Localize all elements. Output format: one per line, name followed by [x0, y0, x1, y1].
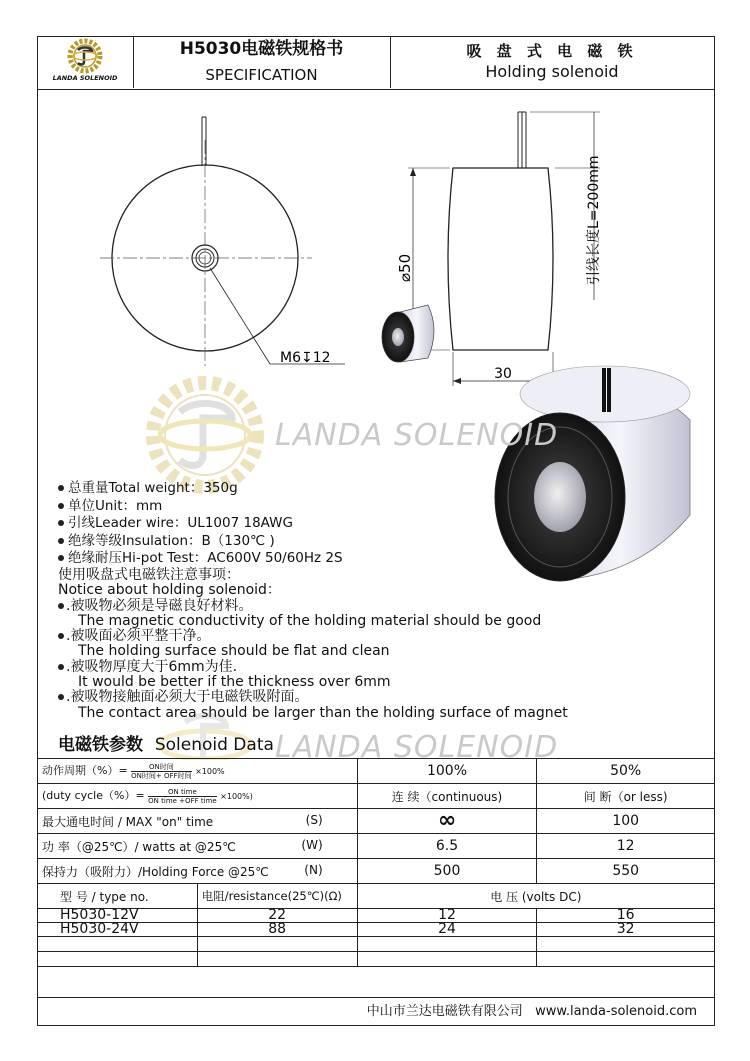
spec-item: 引线Leader wire：UL1007 18AWG	[58, 515, 343, 533]
col2-sub: 间 断（or less)	[537, 784, 715, 809]
spec-list	[58, 480, 343, 568]
title-en: SPECIFICATION	[133, 62, 391, 88]
note-en: The contact area should be larger than the holding surface of magnet	[78, 704, 568, 721]
notes	[58, 568, 658, 721]
table-row: H5030-12V 22 12 16	[38, 909, 715, 923]
note-cn: .被吸面必须平整干净。	[58, 629, 658, 644]
section-title: 电磁铁参数 Solenoid Data	[58, 735, 274, 755]
table-row: H5030-24V 88 24 32	[38, 923, 715, 937]
note-en: It would be better if the thickness over 6mm	[78, 674, 391, 691]
table-row: 功 率（@25℃）/ watts at @25℃ (W) 6.5 12	[38, 834, 715, 859]
note-cn: .被吸物厚度大于6mm为佳.	[58, 660, 658, 675]
spec-item: 总重量Total weight：350g	[58, 480, 343, 498]
table-row-blank	[38, 952, 715, 967]
watermark-text: LANDA SOLENOID	[275, 418, 559, 453]
solenoid-data-table	[37, 758, 715, 967]
watermark-logo	[153, 383, 257, 487]
company-name: 中山市兰达电磁铁有限公司	[366, 1004, 523, 1019]
notes-heading-cn: 使用吸盘式电磁铁注意事项：	[58, 567, 240, 583]
col1-sub: 连 续（continuous)	[357, 784, 537, 809]
length-label: 30	[494, 366, 512, 382]
type-header: 型 号 / type no.	[38, 884, 198, 909]
watermark-text-2: LANDA SOLENOID	[275, 730, 559, 765]
note-en: The magnetic conductivity of the holding material should be good	[78, 612, 542, 629]
table-row: 最大通电时间 / MAX "on" time (S) ∞ 100	[38, 809, 715, 834]
table-row: 保持力（吸附力）/Holding Force @25℃ (N) 500 550	[38, 859, 715, 884]
duty-row-2	[38, 784, 715, 809]
wire-length-label: 引线长度L=200mm	[586, 155, 602, 285]
col1-top: 100%	[357, 759, 537, 784]
spec-item: 绝缘等级Insulation：B（130℃ )	[58, 533, 343, 551]
model-header-row	[38, 884, 715, 909]
thread-label: M6↧12	[280, 350, 331, 366]
logo-text: LANDA SOLENOID	[52, 74, 118, 82]
footer	[37, 997, 715, 1026]
title-cn: H5030电磁铁规格书	[133, 36, 391, 62]
small-3d-view	[382, 305, 434, 362]
duty-en: (duty cycle（%）= $\frac{\text{ON time}}{\text{ON time +OFF time}}$ ×100%)	[38, 784, 358, 809]
notes-heading-en: Notice about holding solenoid：	[58, 582, 281, 599]
spec-item: 绝缘耐压Hi-pot Test：AC600V 50/60Hz 2S	[58, 550, 343, 568]
spec-item: 单位Unit：mm	[58, 498, 343, 516]
company-url: www.landa-solenoid.com	[535, 1004, 697, 1019]
duty-row-1	[38, 759, 715, 784]
note-en: The holding surface should be flat and clean	[78, 643, 390, 660]
col2-top: 50%	[537, 759, 715, 784]
duty-cn: 动作周期（%）= $\frac{\text{ON时间}}{\text{ON时间+ OFF时间}}$ ×100%	[38, 759, 358, 784]
product-3d-render	[495, 366, 690, 581]
res-header: 电阻/resistance(25℃)(Ω)	[197, 884, 357, 909]
note-cn: .被吸物必须是导磁良好材料。	[58, 599, 658, 614]
front-view	[100, 117, 345, 366]
note-cn: .被吸物接触面必须大于电磁铁吸附面。	[58, 690, 658, 705]
table-row-blank	[38, 937, 715, 952]
product-en: Holding solenoid	[485, 62, 619, 81]
volt-header: 电 压 (volts DC)	[357, 884, 714, 909]
product-cn: 吸 盘 式 电 磁 铁	[466, 42, 638, 60]
diameter-label: ⌀50	[396, 253, 414, 282]
